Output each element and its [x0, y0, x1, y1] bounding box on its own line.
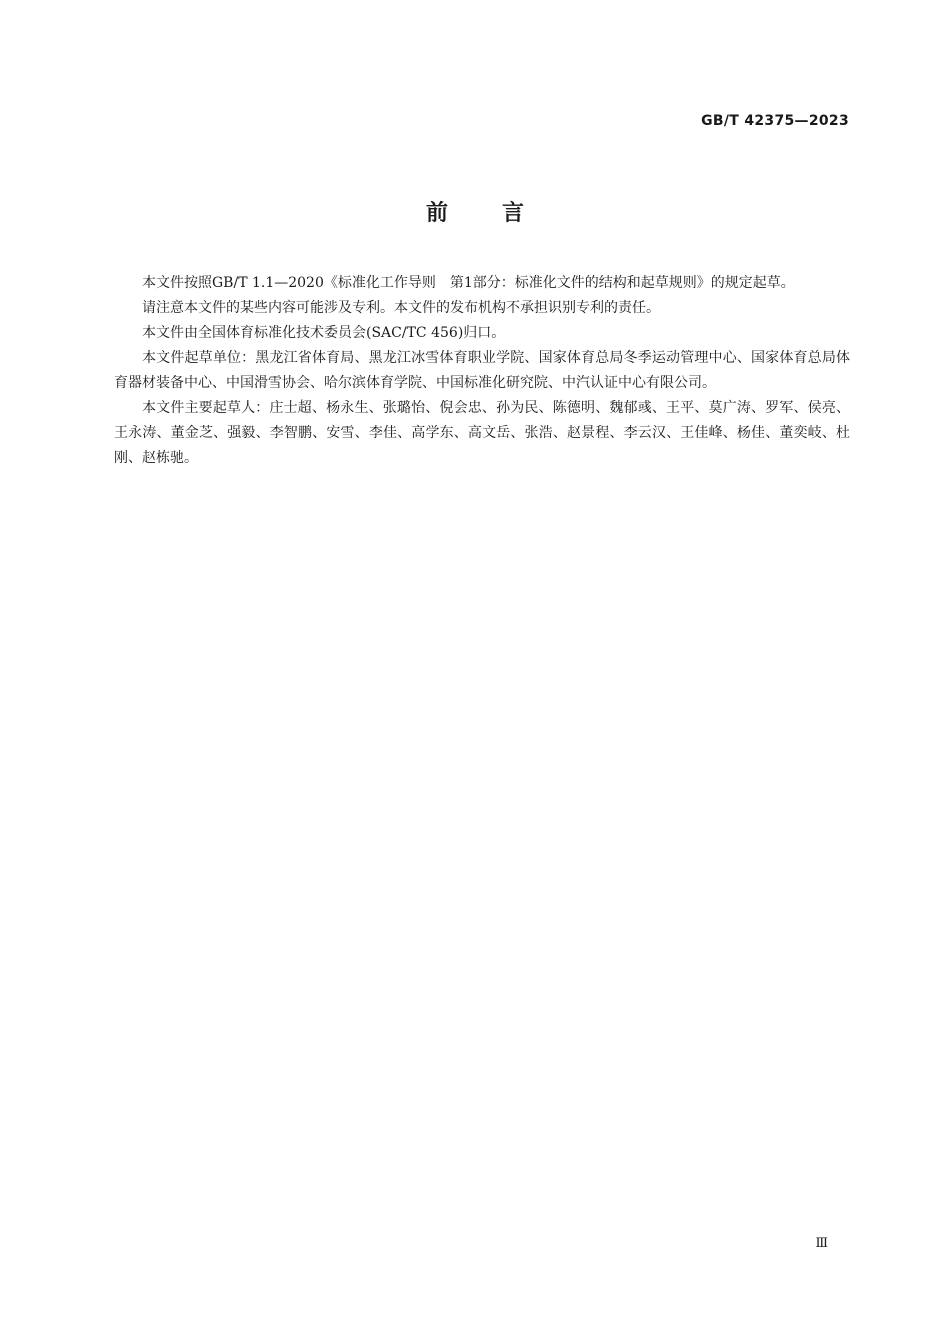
paragraph-drafting-units: 本文件起草单位：黑龙江省体育局、黑龙江冰雪体育职业学院、国家体育总局冬季运动管理中心、国家体育总局体育器材装备中心、中国滑雪协会、哈尔滨体育学院、中国标准化研究院、中汽认证中心有限公司。	[114, 350, 850, 391]
standard-number: GB/T 42375—2023	[701, 113, 849, 129]
paragraph-committee: 本文件由全国体育标准化技术委员会(SAC/TC 456)归口。	[142, 325, 506, 341]
paragraph-drafting-rules: 本文件按照GB/T 1.1—2020《标准化工作导则 第1部分：标准化文件的结构和起草规则》的规定起草。	[142, 275, 795, 291]
paragraph-drafters: 本文件主要起草人：庄士超、杨永生、张璐怡、倪会忠、孙为民、陈德明、魏郁彧、王平、莫广涛、罗军、侯亮、王永涛、董金芝、强毅、李智鹏、安雪、李佳、高学东、高文岳、张浩、赵景程、李云汉、王佳峰、杨佳、董奕岐、杜刚、赵栋驰。	[114, 400, 850, 466]
page-title: 前言	[425, 201, 578, 226]
page-number: Ⅲ	[815, 1236, 828, 1251]
foreword-body	[114, 271, 850, 471]
paragraph-patent-notice: 请注意本文件的某些内容可能涉及专利。本文件的发布机构不承担识别专利的责任。	[142, 300, 660, 316]
